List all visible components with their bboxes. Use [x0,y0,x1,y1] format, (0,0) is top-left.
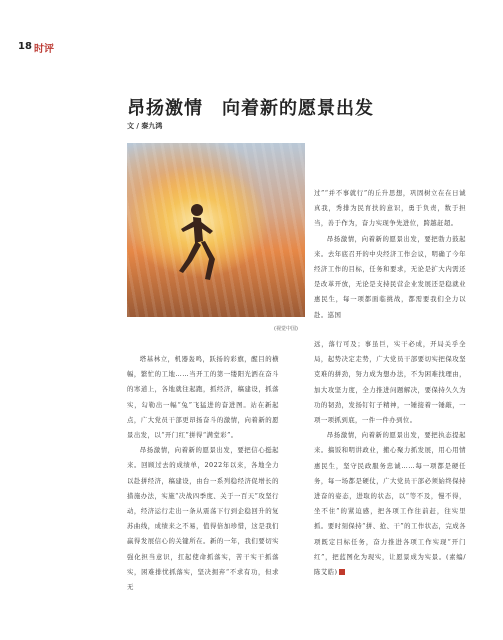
paragraph: 昂扬激情，向着新的愿景出发，要把信心挺起来。回顾过去的成绩单，2022年以来，各地全力以赴拼经济，稿建设，由台一系列稳经济促增长的措施办法，实施“决战四季度、关于一百天”攻坚行动，经济运行走出一条从震荡下行到企稳回升的复苏曲线，成绩来之不易，值得倍加珍惜，这是我们赢得发展信心的关键所在。新的一年，我们要切实强化担当意识，扛起使命抓落实，苦干实干抓落实，困难排忧抓落实，坚决拥弃“不求有功，但求无 [127,446,279,592]
photo-credit: (视觉中国) [274,326,298,332]
article-column-right-bottom [314,337,466,580]
article-byline: 文 / 秦九鸿 [127,122,163,130]
article-column-left [127,352,279,595]
article-column-right-top [314,186,466,323]
runner-silhouette [165,201,221,291]
page-number: 18 [18,41,32,52]
paragraph: 远，落行可及；事虽巨，实干必成，开局关乎全局，起势决定走势，广大党员干部要切实把保攻坚克难的拼劲，努力成为想办法，不为困难找理由，加大攻坚力度，全力推进问题解决，要保持久久为功的韧劲，发扬钉钉子精神，一锤接着一锤敲，一项一项抓到底，一件一件办到位。 [314,340,466,425]
end-of-article-mark [339,569,345,575]
section-label: 时评 [34,44,54,55]
paragraph: 塔基林立，机器轰鸣，跃扬的彩旗，醒目的横幅，繁忙的工地……当开工的第一缕阳光洒在奋斗的寒道上，各地就往起跑，抓经济，稿建设，抓落实，勾勒出一幅“兔”飞猛进的奋进图。站在新起点，广大党员干部更昂扬奋斗的激情，向着新的愿景出发，以“开门红”拼得“满堂彩”。 [127,355,279,440]
article-title: 昂扬激情 向着新的愿景出发 [127,98,374,119]
runner-photo [127,143,305,317]
paragraph: 昂扬激情，向着新的愿景出发，要把勃力鼓起来。去年底召开的中央经济工作会议，明确了今年经济工作的目标，任务和要求，无论是扩大内需还是改革开放，无论是支持民营企业发展还是稳就业惠民生，每一项都面临挑战，都需要我们全力以赴。巡国 [314,234,466,319]
paragraph [314,428,466,580]
paragraph-text: 昂扬激情，向着新的愿景出发，要把执态提起来。搞饭和明讲政业，搬心聚力抓发展，用心用情惠民生，坚守民政服务忠诚……每一项都是硬任务，每一场都是硬仗，广大党员干部必须始终保持进奋的姿态，进取的状态，以“等不及，慢不得，坐不住”的紧迫感，把各项工作往前赶，往实里抓。要时刻保持“拼、抢、干”的工作状态，完成各项既定目标任务，奋力推进各项工作实现“开门红”，把蓝图化为现实，让愿景成为实景。(素编/陈艾皓) [314,431,466,577]
paragraph: 过”“并不事就行”的丘升思想，巩固树立在在日诚真我，秀排为民育扶的意识，勇于负责，数于担当，善于作为，奋力实现争先进位，跨越赶超。 [314,189,466,228]
